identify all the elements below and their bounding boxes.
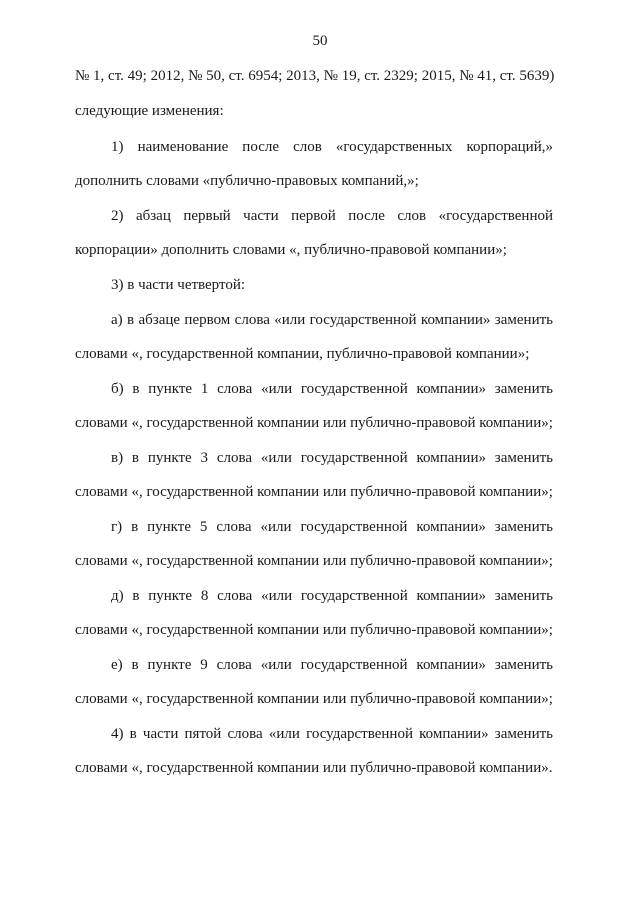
text-line-9: словами «, государственной компании, публично-правовой компании»; <box>75 346 530 362</box>
text-line-1: № 1, ст. 49; 2012, № 50, ст. 6954; 2013, № 19, ст. 2329; 2015, № 41, ст. 5639) <box>75 68 555 84</box>
text-line-8: а) в абзаце первом слова «или государственной компании» заменить <box>111 312 553 328</box>
text-line-3: 1) наименование после слов «государственных корпораций,» <box>111 139 553 155</box>
text-line-16: д) в пункте 8 слова «или государственной компании» заменить <box>111 588 553 604</box>
text-line-12: в) в пункте 3 слова «или государственной компании» заменить <box>111 450 553 466</box>
text-line-20: 4) в части пятой слова «или государственной компании» заменить <box>111 726 553 742</box>
text-line-4: дополнить словами «публично-правовых компаний,»; <box>75 173 419 189</box>
text-line-19: словами «, государственной компании или публично-правовой компании»; <box>75 691 553 707</box>
text-line-11: словами «, государственной компании или публично-правовой компании»; <box>75 415 553 431</box>
text-line-21: словами «, государственной компании или публично-правовой компании». <box>75 760 553 776</box>
text-line-14: г) в пункте 5 слова «или государственной компании» заменить <box>111 519 553 535</box>
text-line-5: 2) абзац первый части первой после слов «государственной <box>111 208 553 224</box>
text-line-15: словами «, государственной компании или публично-правовой компании»; <box>75 553 553 569</box>
text-line-2: следующие изменения: <box>75 103 224 119</box>
page-number: 50 <box>312 33 328 49</box>
text-line-13: словами «, государственной компании или публично-правовой компании»; <box>75 484 553 500</box>
text-line-6: корпорации» дополнить словами «, публично-правовой компании»; <box>75 242 507 258</box>
text-line-17: словами «, государственной компании или публично-правовой компании»; <box>75 622 553 638</box>
text-line-18: е) в пункте 9 слова «или государственной компании» заменить <box>111 657 553 673</box>
text-line-7: 3) в части четвертой: <box>111 277 246 293</box>
text-line-10: б) в пункте 1 слова «или государственной компании» заменить <box>111 381 553 397</box>
